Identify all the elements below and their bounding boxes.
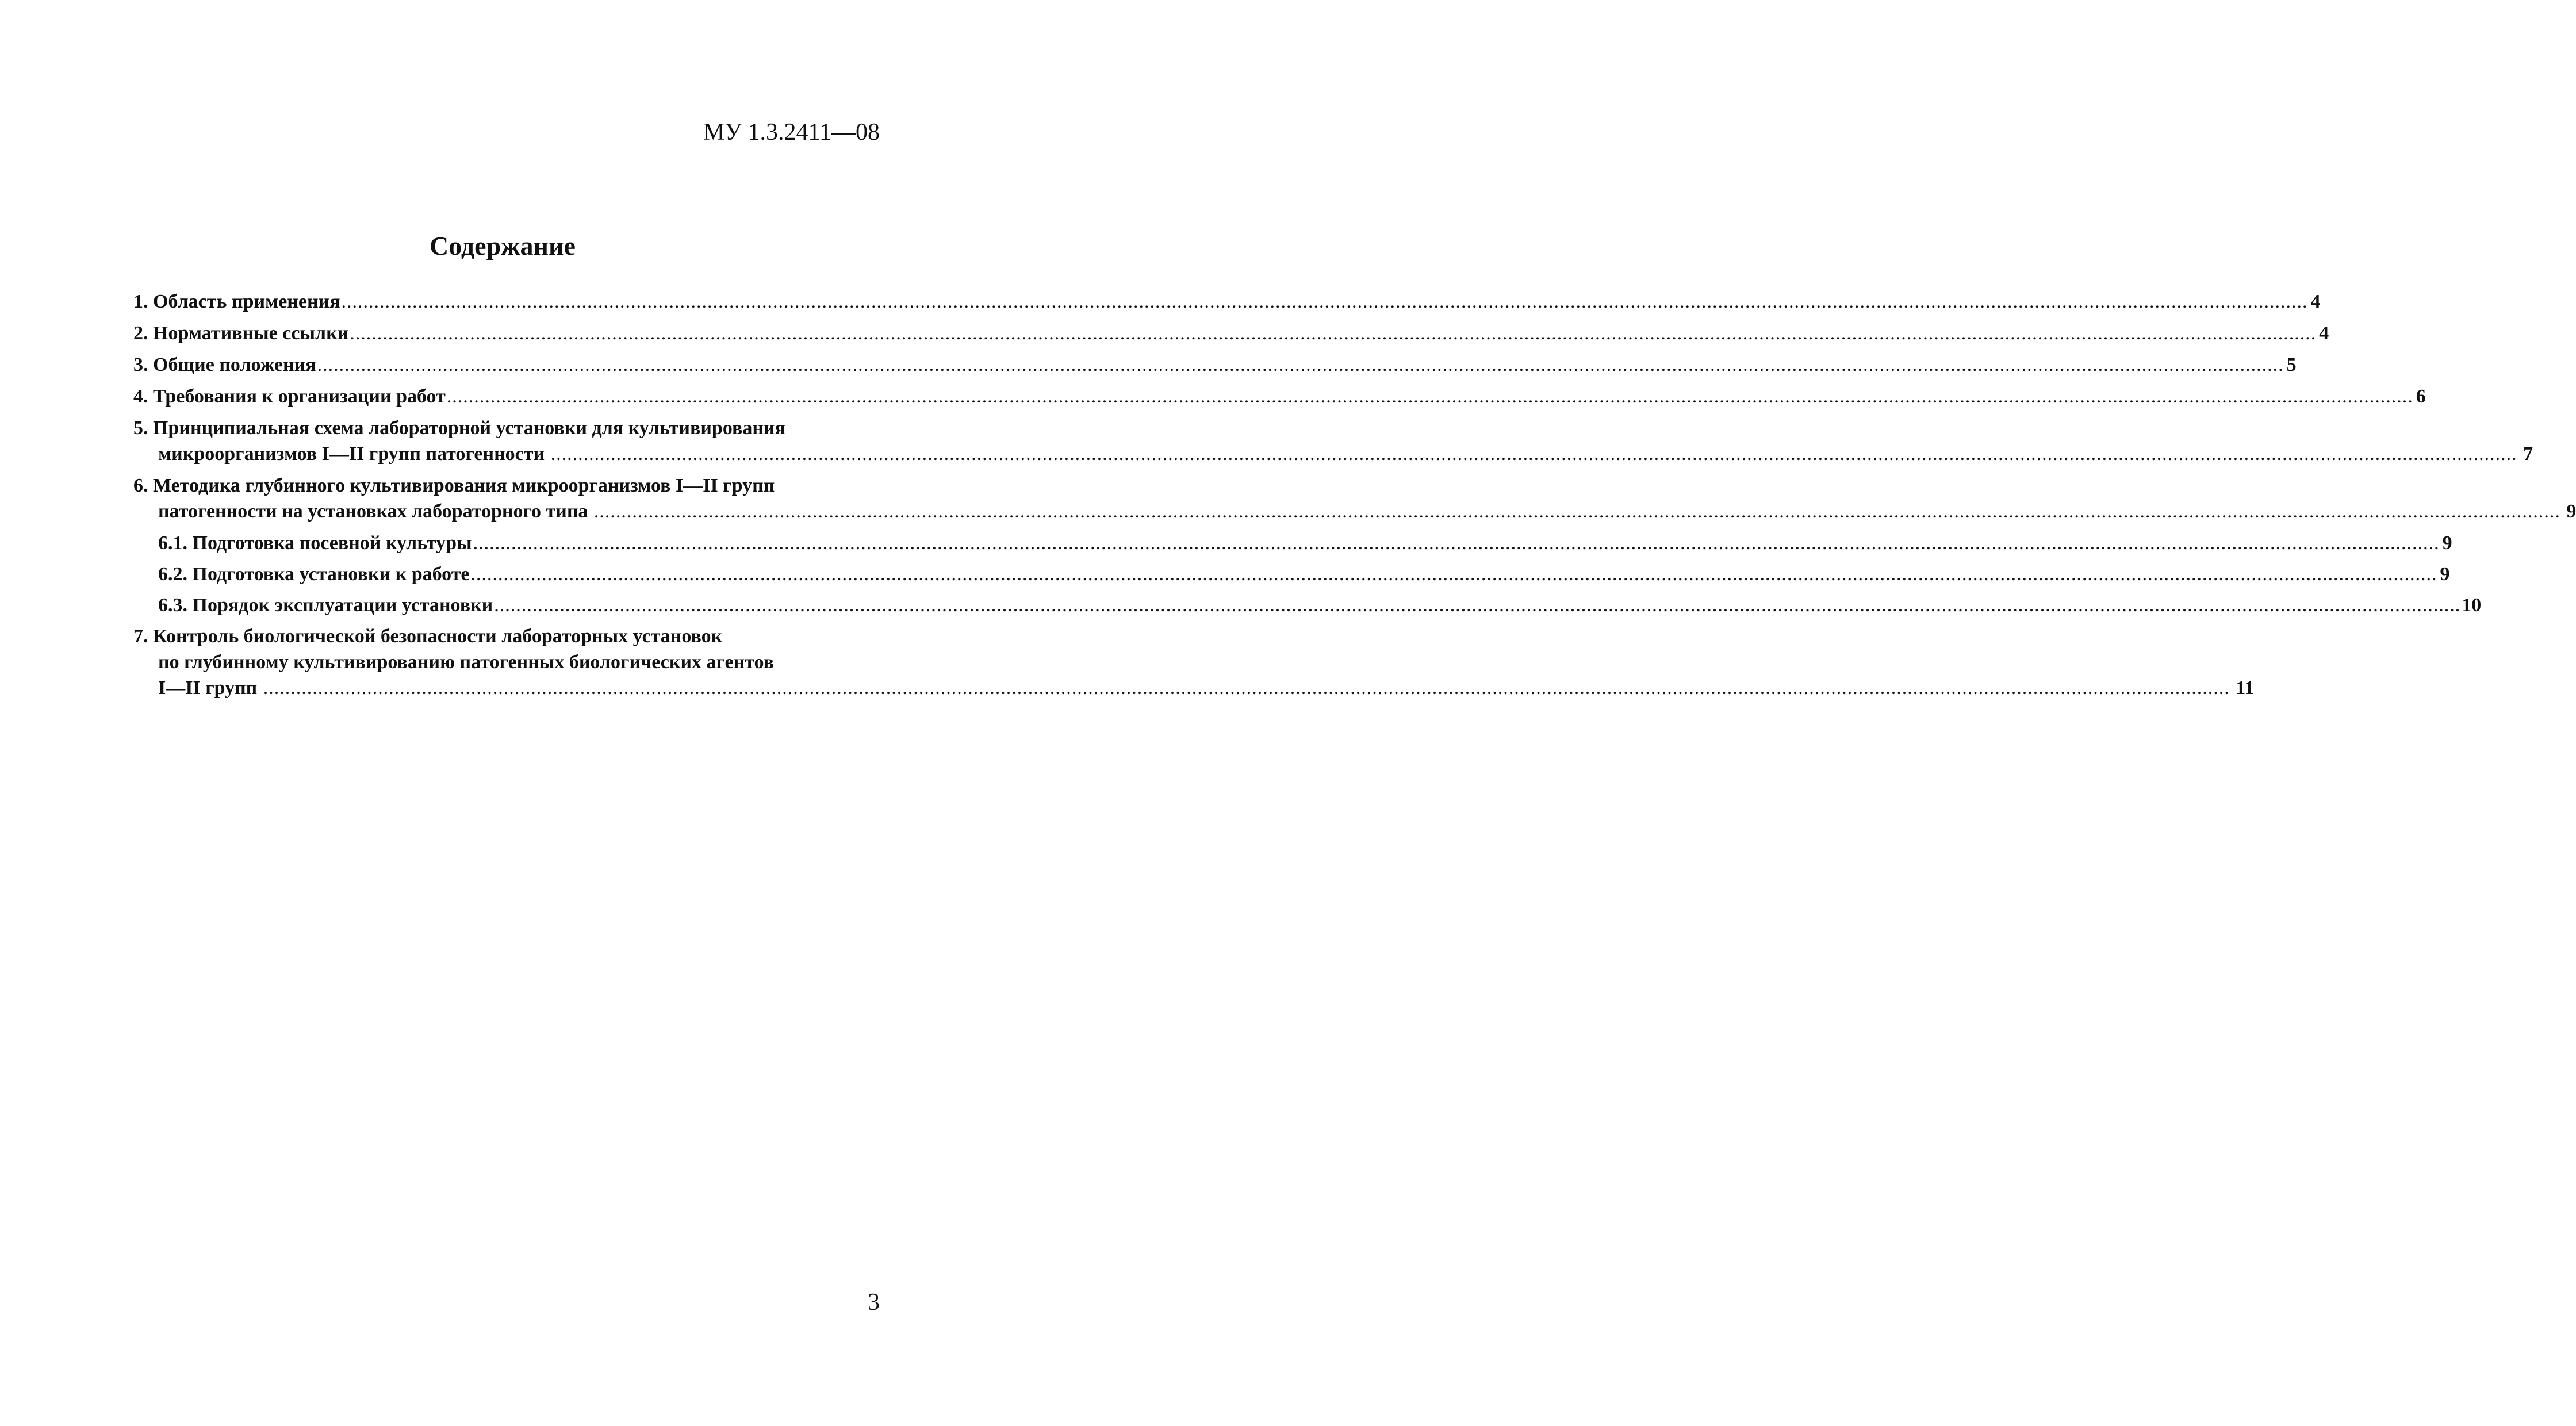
toc-entry-row bbox=[158, 592, 2482, 619]
toc-entry-7[interactable] bbox=[133, 623, 2255, 701]
leader-dots bbox=[317, 352, 2284, 378]
toc-entry-title: 6.3. Порядок эксплуатации установки bbox=[158, 595, 493, 616]
toc-entry-page: 4 bbox=[2310, 291, 2321, 312]
leader-dots bbox=[494, 592, 2460, 619]
toc-entry-row bbox=[158, 530, 2452, 557]
leader-dots bbox=[350, 320, 2316, 346]
toc-entry-row bbox=[158, 561, 2450, 588]
toc-entry-title-line: 5. Принципиальная схема лабораторной установки для культивирования bbox=[133, 417, 785, 439]
toc-entry-6-2[interactable] bbox=[158, 561, 2450, 588]
toc-entry-title: 6.2. Подготовка установки к работе bbox=[158, 564, 470, 585]
toc-entry-title: 2. Нормативные ссылки bbox=[133, 323, 349, 344]
leader-dots bbox=[551, 443, 2517, 465]
toc-entry-title: 1. Область применения bbox=[133, 291, 340, 312]
toc-entry-row bbox=[133, 384, 2426, 409]
toc-entry-page: 9 bbox=[2566, 501, 2576, 522]
leader-dots bbox=[263, 677, 2230, 699]
toc-entry-title-line: 7. Контроль биологической безопасности лабораторных установок bbox=[133, 626, 723, 647]
toc-entry-title-continued: I—II групп bbox=[158, 677, 258, 699]
toc-entry-page: 5 bbox=[2286, 354, 2297, 375]
table-of-contents bbox=[133, 289, 2576, 707]
toc-entry-3[interactable] bbox=[133, 352, 2297, 378]
toc-entry-title: 4. Требования к организации работ bbox=[133, 386, 446, 407]
toc-entry-title-continued: патогенности на установках лабораторного типа bbox=[158, 501, 588, 522]
toc-entry-title-line: по глубинному культивированию патогенных биологических агентов bbox=[158, 651, 774, 673]
toc-entry-6-1[interactable] bbox=[158, 530, 2452, 557]
toc-entry-page: 7 bbox=[2523, 443, 2533, 465]
toc-entry-title: 6.1. Подготовка посевной культуры bbox=[158, 532, 472, 554]
toc-entry-2[interactable] bbox=[133, 320, 2329, 346]
leader-dots bbox=[471, 561, 2437, 588]
toc-entry-6-3[interactable] bbox=[158, 592, 2482, 619]
toc-entry-row bbox=[133, 289, 2321, 315]
toc-entry-page: 6 bbox=[2416, 386, 2426, 407]
toc-entry-1[interactable] bbox=[133, 289, 2321, 315]
leader-dots bbox=[342, 289, 2308, 315]
leader-dots bbox=[447, 384, 2413, 409]
toc-entry-title: 3. Общие положения bbox=[133, 354, 316, 375]
toc-entry-4[interactable] bbox=[133, 384, 2426, 409]
toc-entry-page: 4 bbox=[2319, 323, 2329, 344]
toc-entry-row bbox=[133, 441, 2533, 467]
toc-entry-row bbox=[133, 352, 2297, 378]
leader-dots bbox=[473, 530, 2440, 557]
toc-entry-page: 10 bbox=[2462, 595, 2482, 616]
toc-title: Содержание bbox=[430, 231, 576, 260]
toc-entry-page: 9 bbox=[2442, 532, 2452, 554]
toc-entry-6[interactable] bbox=[133, 473, 2576, 524]
leader-dots bbox=[594, 501, 2560, 522]
toc-entry-title-continued: микроорганизмов I—II групп патогенности bbox=[158, 443, 545, 465]
toc-entry-title-line: 6. Методика глубинного культивирования микроорганизмов I—II групп bbox=[133, 475, 775, 496]
toc-entry-page: 9 bbox=[2440, 564, 2450, 585]
toc-entry-row bbox=[133, 499, 2576, 524]
page-number: 3 bbox=[868, 1289, 880, 1316]
toc-entry-5[interactable] bbox=[133, 415, 2533, 467]
toc-entry-row bbox=[133, 675, 2255, 701]
toc-entry-row bbox=[133, 320, 2329, 346]
document-code: МУ 1.3.2411—08 bbox=[703, 119, 880, 145]
toc-entry-page: 11 bbox=[2236, 677, 2255, 699]
